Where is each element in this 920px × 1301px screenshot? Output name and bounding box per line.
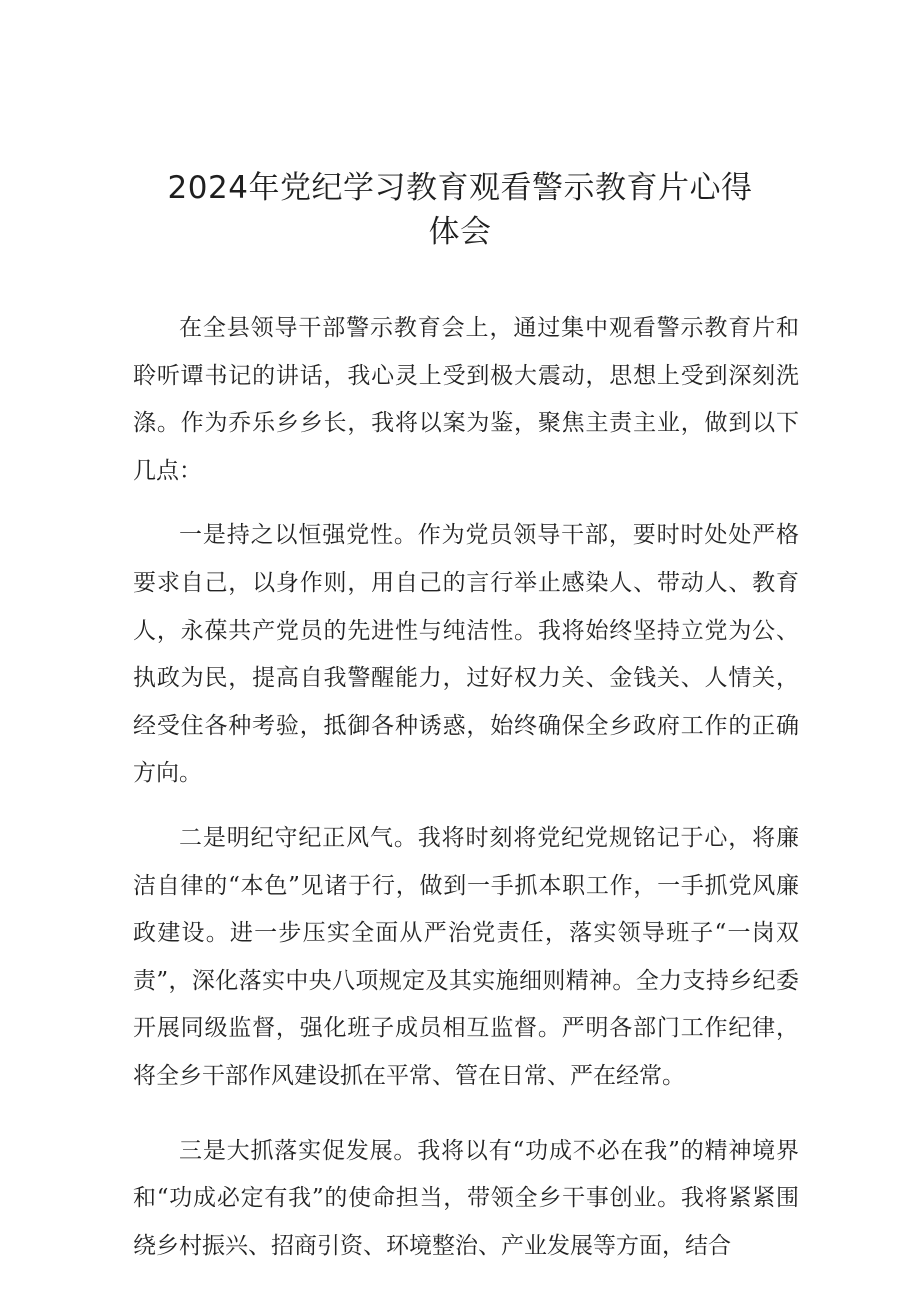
- paragraph-intro: 在全县领导干部警示教育会上，通过集中观看警示教育片和聆听谭书记的讲话，我心灵上受到极大震动，思想上受到深刻洗涤。作为乔乐乡乡长，我将以案为鉴，聚焦主责主业，做到以下几点：: [133, 315, 799, 484]
- paragraph-point-three: 三是大抓落实促发展。我将以有“功成不必在我”的精神境界和“功成必定有我”的使命担当，带领全乡干事创业。我将紧紧围绕乡村振兴、招商引资、环境整治、产业发展等方面，结合: [133, 1137, 799, 1259]
- document-body: [133, 305, 799, 1270]
- paragraph-point-one: 一是持之以恒强党性。作为党员领导干部，要时时处处严格要求自己，以身作则，用自己的言行举止感染人、带动人、教育人，永葆共产党员的先进性与纯洁性。我将始终坚持立党为公、执政为民，提高自我警醒能力，过好权力关、金钱关、人情关，经受住各种考验，抵御各种诱惑，始终确保全乡政府工作的正确方向。: [133, 522, 799, 787]
- title-line-2: 体会: [428, 214, 492, 250]
- paragraph-point-two: 二是明纪守纪正风气。我将时刻将党纪党规铭记于心，将廉洁自律的“本色”见诸于行，做到一手抓本职工作，一手抓党风廉政建设。进一步压实全面从严治党责任，落实领导班子“一岗双责”，深化落实中央八项规定及其实施细则精神。全力支持乡纪委开展同级监督，强化班子成员相互监督。严明各部门工作纪律，将全乡干部作风建设抓在平常、管在日常、严在经常。: [133, 824, 799, 1089]
- title-line-1: 2024年党纪学习教育观看警示教育片心得: [167, 170, 753, 206]
- document-title: [100, 166, 820, 254]
